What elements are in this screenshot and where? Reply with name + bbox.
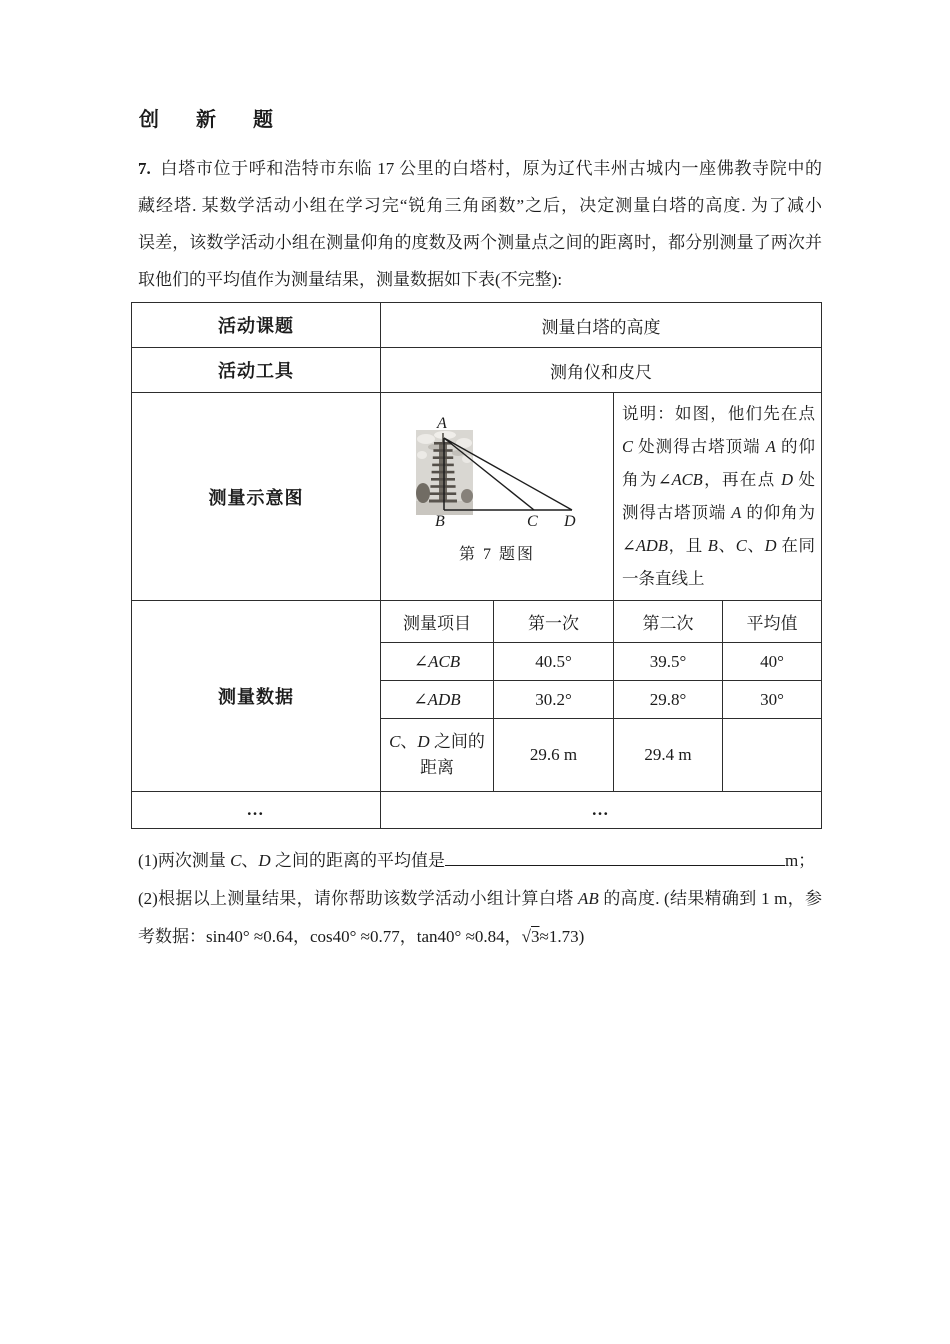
cd-distance-average-value [723,719,822,792]
angle-acb-average-value: 40° [723,643,822,681]
angle-acb-first-value: 40.5° [494,643,614,681]
col-header-item: 测量项目 [381,601,494,643]
problem-text-line: 7. 白塔市位于呼和浩特市东临 17 公里的白塔村，原为辽代丰州古城内一座佛教寺院中的 [138,159,822,178]
activity-table [131,302,822,829]
note-text-line: 一条直线上 [622,569,705,588]
cd-distance-second-value: 29.4 m [614,719,723,792]
col-header-average: 平均值 [723,601,822,643]
cd-distance-item: C、D 之间的 距离 [381,719,494,792]
measurement-diagram-cell [381,393,614,601]
col-header-second: 第二次 [614,601,723,643]
angle-adb-average-value: 30° [723,681,822,719]
angle-adb-second-value: 29.8° [614,681,723,719]
section-title: 创新题 [139,109,310,131]
problem-text-line: 藏经塔. 某数学活动小组在学习完“锐角三角函数”之后，决定测量白塔的高度. 为了减小 [138,196,822,215]
point-label-c: C [527,513,538,530]
angle-acb-second-value: 39.5° [614,643,723,681]
data-row-label: 测量数据 [132,601,381,792]
ellipsis-right-cell: … [381,792,822,829]
point-label-d: D [564,513,576,530]
question-2-line: (2)根据以上测量结果，请你帮助该数学活动小组计算白塔 AB 的高度. (结果精确到 1 m，参 [138,889,822,908]
ellipsis-left-cell: … [132,792,381,829]
problem-text-line: 误差，该数学活动小组在测量仰角的度数及两个测量点之间的距离时，都分别测量了两次并 [138,233,822,252]
point-label-b: B [435,513,445,530]
activity-tool-value: 测角仪和皮尺 [381,348,822,393]
point-label-a: A [437,415,447,432]
activity-topic-label: 活动课题 [132,303,381,348]
angle-acb-item: ∠ACB [381,643,494,681]
problem-statement [138,150,822,298]
question-2 [138,880,822,956]
activity-topic-value: 测量白塔的高度 [381,303,822,348]
note-text-line: ∠ADB，且 B、C、D 在同 [622,536,816,555]
question-2-line: 考数据：sin40° ≈0.64，cos40° ≈0.77，tan40° ≈0.84，√3≈1.73) [138,927,585,946]
note-text-line: 说明：如图，他们先在点 [622,404,815,423]
figure-caption: 第 7 题图 [458,546,535,563]
activity-tool-label: 活动工具 [132,348,381,393]
diagram-row-label: 测量示意图 [132,393,381,601]
question-1: (1)两次测量 C、D 之间的距离的平均值是 m； [138,842,838,880]
col-header-first: 第一次 [494,601,614,643]
note-text-line: 角为∠ACB，再在点 D 处 [622,470,816,489]
angle-adb-first-value: 30.2° [494,681,614,719]
problem-text-line: 取他们的平均值作为测量结果，测量数据如下表(不完整): [138,270,563,289]
angle-adb-item: ∠ADB [381,681,494,719]
note-text-line: 测得古塔顶端 A 的仰角为 [622,503,816,522]
triangle-diagram [381,393,614,601]
diagram-note-cell [614,393,822,601]
cd-distance-first-value: 29.6 m [494,719,614,792]
note-text-line: C 处测得古塔顶端 A 的仰 [622,437,816,456]
